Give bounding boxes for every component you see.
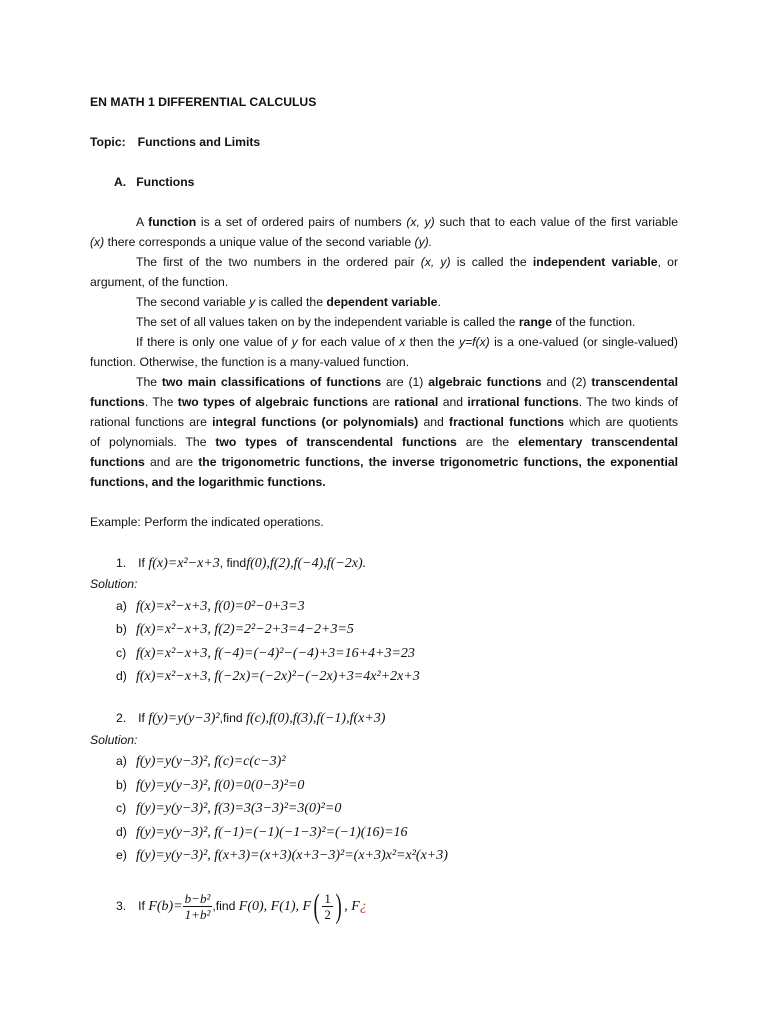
para-5-line-1: If there is only one value of y for each value of x then the y=f(x) is a one-valued (or single-valued)	[136, 335, 678, 349]
para-6-line-5: functions and are the trigonometric functions, the inverse trigonometric functions, the exponential	[90, 455, 678, 469]
para-3: The second variable y is called the dependent variable.	[136, 295, 441, 309]
para-2-line-1: The first of the two numbers in the ordered pair (x, y) is called the independent variable, or	[136, 255, 678, 269]
problem-2-number: 2.	[116, 711, 127, 725]
para-6-line-6: functions, and the logarithmic functions.	[90, 475, 326, 489]
section-title: Functions	[136, 175, 195, 189]
left-paren: (	[313, 887, 320, 925]
solution-item-expression: f(y)=y(y−3)², f(3)=3(3−3)²=3(0)²=0	[136, 801, 342, 816]
topic-text: Functions and Limits	[137, 135, 261, 149]
problem-3: 3. If F(b)= $\frac{\text{b−b²}}{\text{1+b²}}$ ,find F(0), F(1), F( $\frac{1}{2}$ ) , F¿	[116, 887, 367, 925]
right-paren: )	[335, 887, 342, 925]
problem-2-solution-label: Solution:	[90, 733, 138, 747]
solution-item-label: b)	[116, 622, 127, 637]
missing-glyph-mark: ¿	[359, 899, 367, 914]
para-6-line-4: of polynomials. The two types of transcendental functions are the elementary transcendental	[90, 435, 679, 449]
para-2-line-2: argument, of the function.	[90, 275, 229, 289]
problem-1-targets: f(0),f(2),f(−4),f(−2x).	[246, 556, 367, 571]
solution-item-expression: f(x)=x²−x+3, f(2)=2²−2+3=4−2+3=5	[136, 622, 354, 638]
problem-1-number: 1.	[116, 556, 127, 570]
problem-2-targets: f(c),f(0),f(3),f(−1),f(x+3)	[246, 711, 386, 726]
solution-item-label: e)	[116, 848, 127, 862]
problem-3-targets: F(0), F(1), F	[238, 899, 312, 914]
para-6-line-2: functions. The two types of algebraic functions are rational and irrational functions. The two kinds of	[90, 395, 678, 409]
topic-label: Topic:	[90, 135, 126, 149]
problem-3-lhs: F(b)=	[148, 899, 183, 914]
document-title: EN MATH 1 DIFFERENTIAL CALCULUS	[90, 95, 317, 109]
para-5-line-2: function. Otherwise, the function is a many-valued function.	[90, 355, 410, 369]
solution-item-label: c)	[116, 801, 127, 815]
solution-item	[116, 621, 354, 638]
problem-3-number: 3.	[116, 899, 127, 913]
solution-item-expression: f(x)=x²−x+3, f(−4)=(−4)²−(−4)+3=16+4+3=23	[136, 645, 415, 661]
para-1-line-2: (x) there corresponds a unique value of the second variable (y).	[90, 235, 433, 249]
solution-item	[116, 847, 448, 864]
para-4: The set of all values taken on by the independent variable is called the range of the function.	[136, 315, 636, 329]
solution-item	[116, 753, 286, 770]
example-intro: Example: Perform the indicated operations.	[90, 515, 324, 529]
para-6-line-3: rational functions are integral functions (or polynomials) and fractional functions which are quotients	[90, 415, 678, 429]
solution-item-label: a)	[116, 754, 127, 768]
section-letter: A.	[114, 175, 127, 189]
solution-item-label: b)	[116, 777, 127, 792]
solution-item-label: c)	[116, 645, 127, 660]
solution-item-expression: f(y)=y(y−3)², f(0)=0(0−3)²=0	[136, 777, 305, 793]
solution-item	[116, 824, 408, 841]
solution-item-expression: f(x)=x²−x+3, f(−2x)=(−2x)²−(−2x)+3=4x²+2x+3	[136, 668, 420, 684]
solution-item	[116, 800, 341, 817]
para-1-line-1: A function is a set of ordered pairs of numbers (x, y) such that to each value of the first variable	[136, 215, 679, 229]
solution-item	[116, 668, 420, 685]
problem-1-expression: f(x)=x²−x+3	[148, 556, 220, 571]
para-6-line-1: The two main classifications of functions are (1) algebraic functions and (2) transcendental	[136, 375, 679, 389]
problem-2: 2. If f(y)=y(y−3)²,find f(c),f(0),f(3),f(−1),f(x+3)	[116, 711, 386, 726]
topic-line	[90, 134, 260, 150]
solution-item-expression: f(y)=y(y−3)², f(c)=c(c−3)²	[136, 754, 286, 769]
solution-item-label: a)	[116, 599, 127, 613]
solution-item-label: d)	[116, 668, 127, 683]
solution-item	[116, 645, 415, 662]
problem-1: 1. If f(x)=x²−x+3, findf(0),f(2),f(−4),f(−2x).	[116, 556, 367, 571]
section-heading	[114, 174, 194, 190]
problem-1-solution-label: Solution:	[90, 577, 138, 591]
solution-item-label: d)	[116, 824, 127, 839]
solution-item-expression: f(y)=y(y−3)², f(−1)=(−1)(−1−3)²=(−1)(16)=16	[136, 824, 408, 840]
solution-item	[116, 598, 305, 615]
problem-2-expression: f(y)=y(y−3)²	[148, 711, 220, 726]
solution-item-expression: f(x)=x²−x+3, f(0)=0²−0+3=3	[136, 599, 305, 614]
solution-item	[116, 777, 304, 794]
problem-3-fraction: $\frac{\text{b−b²}}{\text{1+b²}}$	[184, 891, 211, 923]
solution-item-expression: f(y)=y(y−3)², f(x+3)=(x+3)(x+3−3)²=(x+3)x²=x²(x+3)	[136, 848, 448, 863]
half-fraction: $\frac{1}{2}$	[324, 891, 331, 923]
